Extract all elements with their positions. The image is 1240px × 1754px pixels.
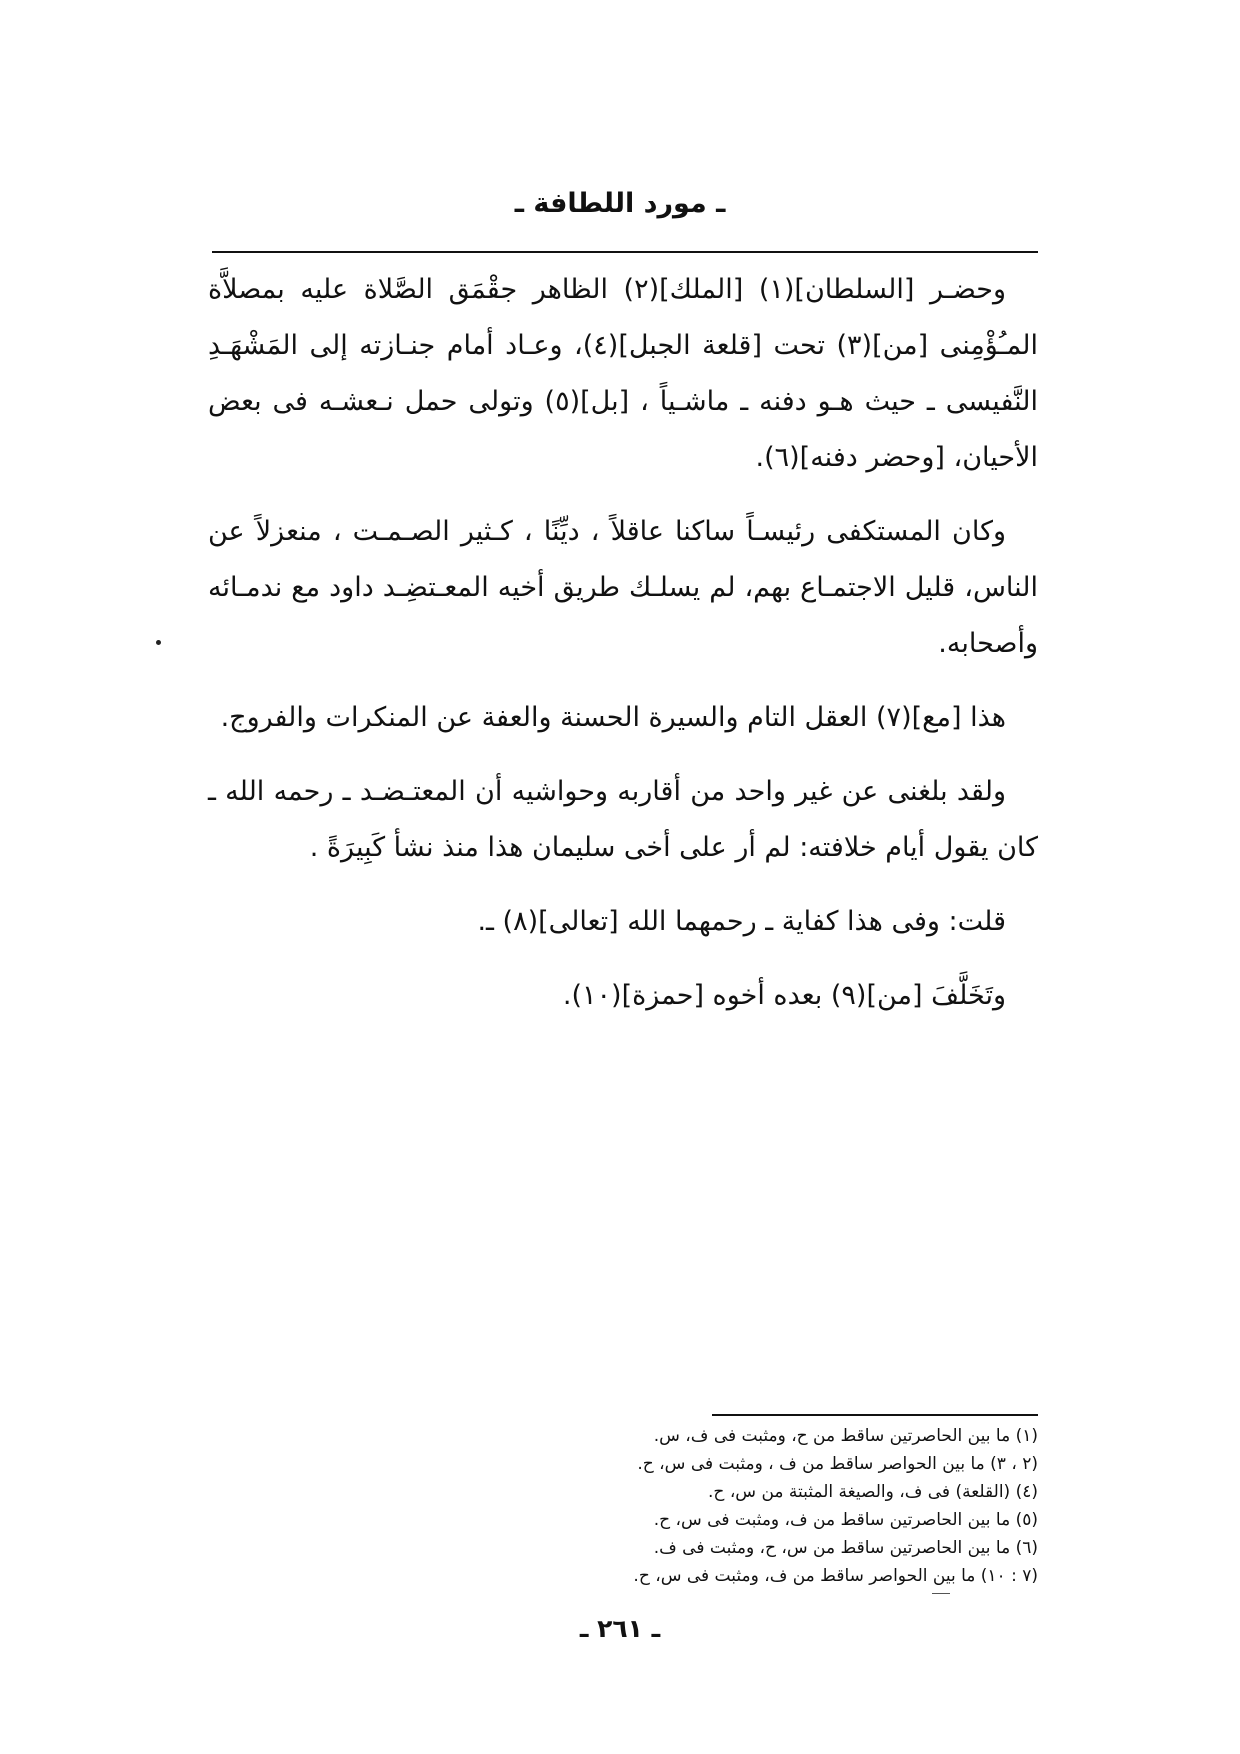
- footnote: (٥) ما بين الحاصرتين ساقط من ف، ومثبت فى س، ح.: [653, 1510, 1038, 1530]
- footnote-rule: [712, 1414, 1038, 1416]
- header-rule: [212, 251, 1038, 253]
- running-title: ـ مورد اللطافة ـ: [514, 188, 726, 219]
- footnote: (٧ : ١٠) ما بين الحواصر ساقط من ف، ومثبت فى س، ح.: [633, 1566, 1038, 1586]
- paragraph: وكان المستكفى رئيسـاً ساكنا عاقلاً ، ديِّنًا ، كـثير الصـمـت ، منعزلاً عن الناس، قليل الاجتمـاع بهم، لم يسلـك طريق أخيه المعـتضِـد داود مع ندمـائه وأصحابه.: [208, 516, 1038, 659]
- footnote: (٤) (القلعة) فى ف، والصيغة المثبتة من س، ح.: [708, 1482, 1038, 1502]
- stray-mark: [156, 640, 161, 645]
- main-text: [208, 262, 1038, 1042]
- footnotes: [500, 1422, 1038, 1590]
- paragraph: هذا [مع](٧) العقل التام والسيرة الحسنة والعفة عن المنكرات والفروج.: [220, 702, 1006, 733]
- page-number: ـ ٢٦١ ـ: [579, 1614, 661, 1643]
- footnote: (٢ ، ٣) ما بين الحواصر ساقط من ف ، ومثبت فى س، ح.: [637, 1454, 1038, 1474]
- paragraph: وحضـر [السلطان](١) [الملك](٢) الظاهر جقْمَق الصَّلاة عليه بمصلاَّة المـُؤْمِنى [من](٣) تحت [قلعة الجبل](٤)، وعـاد أمام جنـازته إلى المَشْهَـدِ النَّفيسى ـ حيث هـو دفنه ـ ماشـياً ، [بل](٥) وتولى حمل نـعشـه فى بعض الأحيان، [وحضر دفنه](٦).: [208, 274, 1038, 473]
- paragraph: وتَخَلَّفَ [من](٩) بعده أخوه [حمزة](١٠).: [562, 980, 1006, 1011]
- paragraph: قلت: وفى هذا كفاية ـ رحمهما الله [تعالى](٨) ـ.: [477, 906, 1006, 937]
- footnote: (١) ما بين الحاصرتين ساقط من ح، ومثبت فى ف، س.: [653, 1426, 1038, 1446]
- footnote-end-mark: [932, 1593, 950, 1594]
- footnote: (٦) ما بين الحاصرتين ساقط من س، ح، ومثبت فى ف.: [653, 1538, 1038, 1558]
- paragraph: ولقد بلغنى عن غير واحد من أقاربه وحواشيه أن المعتـضـد ـ رحمه الله ـ كان يقول أيام خلافته: لم أر على أخى سليمان هذا منذ نشأ كَبِيرَةً .: [208, 776, 1038, 863]
